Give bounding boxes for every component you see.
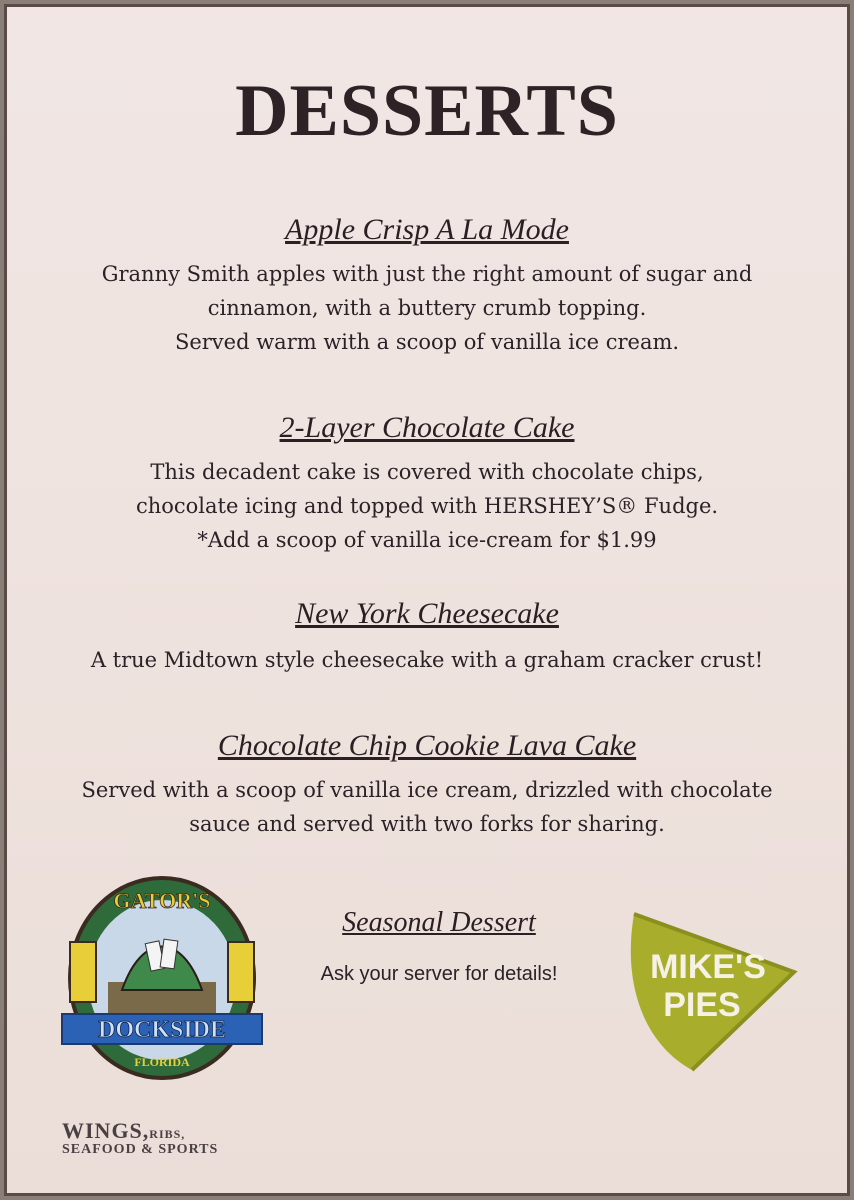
tagline-ribs: RIBS, — [149, 1127, 186, 1141]
item-name-lava-cake: Chocolate Chip Cookie Lava Cake — [217, 729, 637, 762]
item-desc-chocolate-cake — [7, 455, 847, 557]
item-desc-apple-crisp — [7, 257, 847, 359]
item-name-cheesecake: New York Cheesecake — [295, 597, 559, 630]
seasonal-dessert-name: Seasonal Dessert — [342, 907, 536, 938]
gators-dockside-logo — [52, 872, 272, 1088]
desc-line: cinnamon, with a buttery crumb topping. — [207, 296, 647, 320]
gators-bottom-text: FLORIDA — [134, 1055, 190, 1069]
gators-banner-text: DOCKSIDE — [97, 1017, 227, 1043]
desc-line: Granny Smith apples with just the right amount of sugar and — [101, 262, 753, 286]
desc-line: sauce and served with two forks for sharing. — [189, 812, 665, 836]
item-name-apple-crisp: Apple Crisp A La Mode — [285, 213, 569, 246]
tagline-wings: WINGS, — [62, 1118, 150, 1143]
mikes-line2: PIES — [663, 986, 741, 1024]
tagline-seafood-sports: SEAFOOD & SPORTS — [62, 1142, 219, 1157]
item-name-chocolate-cake: 2-Layer Chocolate Cake — [279, 411, 575, 444]
desc-line: *Add a scoop of vanilla ice-cream for $1.99 — [197, 528, 657, 552]
desc-line: chocolate icing and topped with HERSHEY’S® Fudge. — [135, 494, 719, 518]
mikes-line1: MIKE'S — [650, 948, 766, 986]
item-desc-cheesecake — [7, 643, 847, 677]
mikes-pies-logo — [614, 894, 804, 1076]
desc-line: This decadent cake is covered with chocolate chips, — [150, 460, 704, 484]
seasonal-dessert-desc: Ask your server for details! — [320, 963, 558, 985]
desc-line: Served warm with a scoop of vanilla ice cream. — [174, 330, 680, 354]
desc-line: A true Midtown style cheesecake with a graham cracker crust! — [90, 648, 764, 672]
gators-top-text: GATOR'S — [113, 888, 211, 913]
item-desc-lava-cake — [7, 773, 847, 841]
desc-line: Served with a scoop of vanilla ice cream, drizzled with chocolate — [81, 778, 773, 802]
gators-tagline — [62, 1118, 272, 1158]
page-title: DESSERTS — [235, 70, 619, 152]
